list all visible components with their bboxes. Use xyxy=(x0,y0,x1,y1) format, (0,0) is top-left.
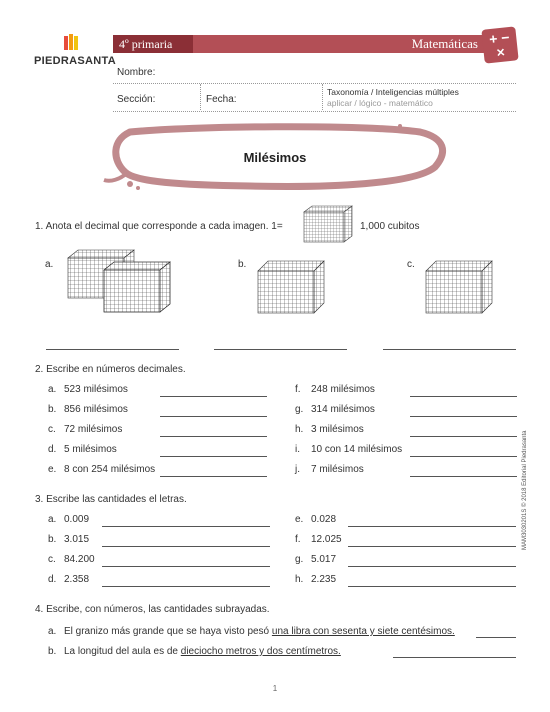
answer-line[interactable] xyxy=(476,637,516,638)
divider xyxy=(113,83,516,84)
question-2-prompt: 2. Escribe en números decimales. xyxy=(35,364,186,375)
item-label: c. xyxy=(407,259,415,270)
grade-label: 4º primaria xyxy=(113,35,193,53)
copyright-note: MAM3030201S © 2018 Editorial Piedrasanta xyxy=(522,430,528,550)
divider xyxy=(113,111,516,112)
page-title: Milésimos xyxy=(243,150,307,165)
item-text: 856 milésimos xyxy=(64,404,128,415)
cube-c-icon xyxy=(424,259,494,315)
thousand-cube-icon xyxy=(300,204,356,244)
answer-line[interactable] xyxy=(383,349,516,350)
item-text: 0.009 xyxy=(64,514,90,525)
item-letter: h. xyxy=(295,574,304,585)
item-text: 2.235 xyxy=(311,574,337,585)
item-letter: b. xyxy=(48,404,57,415)
item-letter: f. xyxy=(295,384,301,395)
answer-line[interactable] xyxy=(160,436,267,437)
answer-line[interactable] xyxy=(348,526,516,527)
item-label: b. xyxy=(238,259,247,270)
question-4-prompt: 4. Escribe, con números, las cantidades subrayadas. xyxy=(35,604,270,615)
item-letter: g. xyxy=(295,404,304,415)
item-letter: b. xyxy=(48,534,57,545)
item-text: 84.200 xyxy=(64,554,95,565)
item-text: 5.017 xyxy=(311,554,337,565)
divider xyxy=(200,84,201,110)
item-letter: c. xyxy=(48,424,56,435)
item-letter: e. xyxy=(48,464,57,475)
brand-name: PIEDRASANTA xyxy=(34,55,116,67)
cube-b-icon xyxy=(256,259,326,315)
piedrasanta-logo-icon xyxy=(64,34,78,52)
item-text: 3 milésimos xyxy=(311,424,364,435)
answer-line[interactable] xyxy=(410,396,517,397)
item-letter: a. xyxy=(48,514,57,525)
section-label: Sección: xyxy=(117,94,156,105)
item-letter: g. xyxy=(295,554,304,565)
item-text: 5 milésimos xyxy=(64,444,117,455)
answer-line[interactable] xyxy=(348,546,516,547)
answer-line[interactable] xyxy=(102,526,270,527)
underlined-quantity: una libra con sesenta y siete centésimos. xyxy=(271,626,455,637)
taxonomy-sub-label: aplicar / lógico - matemático xyxy=(327,98,433,108)
item-text: 314 milésimos xyxy=(311,404,375,415)
answer-line[interactable] xyxy=(410,456,517,457)
item-text: El granizo más grande que se haya visto pesó una libra con sesenta y siete centésimos. xyxy=(64,626,455,637)
answer-line[interactable] xyxy=(410,476,517,477)
taxonomy-label: Taxonomía / Inteligencias múltiples xyxy=(327,87,459,97)
item-text: 7 milésimos xyxy=(311,464,364,475)
item-text: 72 milésimos xyxy=(64,424,123,435)
cube-group-a-icon xyxy=(66,248,176,316)
date-label: Fecha: xyxy=(206,94,237,105)
item-label: a. xyxy=(45,259,54,270)
item-letter: c. xyxy=(48,554,56,565)
answer-line[interactable] xyxy=(102,546,270,547)
answer-line[interactable] xyxy=(348,586,516,587)
item-letter: i. xyxy=(295,444,300,455)
underlined-quantity: dieciocho metros y dos centímetros. xyxy=(180,646,341,657)
answer-line[interactable] xyxy=(410,436,517,437)
page-number: 1 xyxy=(272,684,278,693)
item-text: La longitud del aula es de dieciocho metros y dos centímetros. xyxy=(64,646,341,657)
math-operations-icon: + − × xyxy=(481,26,518,63)
item-text: 523 milésimos xyxy=(64,384,128,395)
item-letter: e. xyxy=(295,514,304,525)
name-label: Nombre: xyxy=(117,67,156,78)
answer-line[interactable] xyxy=(393,657,516,658)
answer-line[interactable] xyxy=(102,586,270,587)
answer-line[interactable] xyxy=(102,566,270,567)
item-text: 10 con 14 milésimos xyxy=(311,444,403,455)
item-letter: b. xyxy=(48,646,57,657)
answer-line[interactable] xyxy=(160,456,267,457)
item-text: 12.025 xyxy=(311,534,342,545)
answer-line[interactable] xyxy=(160,416,267,417)
item-letter: d. xyxy=(48,444,57,455)
item-letter: f. xyxy=(295,534,301,545)
item-text: 0.028 xyxy=(311,514,337,525)
item-letter: a. xyxy=(48,626,57,637)
answer-line[interactable] xyxy=(160,476,267,477)
answer-line[interactable] xyxy=(214,349,347,350)
divider xyxy=(322,84,323,110)
answer-line[interactable] xyxy=(160,396,267,397)
item-letter: a. xyxy=(48,384,57,395)
item-letter: j. xyxy=(295,464,300,475)
item-text: 248 milésimos xyxy=(311,384,375,395)
answer-line[interactable] xyxy=(348,566,516,567)
question-1-prompt: 1. Anota el decimal que corresponde a cada imagen. 1= xyxy=(35,221,283,232)
item-letter: h. xyxy=(295,424,304,435)
question-3-prompt: 3. Escribe las cantidades el letras. xyxy=(35,494,187,505)
item-letter: d. xyxy=(48,574,57,585)
answer-line[interactable] xyxy=(410,416,517,417)
thousand-cubes-label: 1,000 cubitos xyxy=(360,221,420,232)
item-text: 3.015 xyxy=(64,534,90,545)
subject-label: Matemáticas xyxy=(411,36,478,51)
answer-line[interactable] xyxy=(46,349,179,350)
item-text: 8 con 254 milésimos xyxy=(64,464,156,475)
item-text: 2.358 xyxy=(64,574,90,585)
